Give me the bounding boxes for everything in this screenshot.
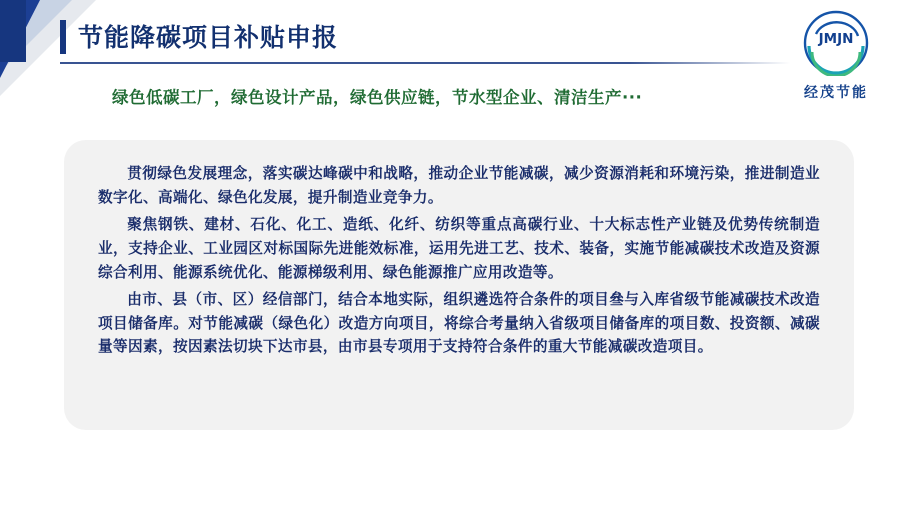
page-title: 节能降碳项目补贴申报: [78, 23, 339, 52]
logo: [781, 10, 891, 102]
title-accent-bar: [60, 20, 66, 54]
svg-text:JMJN: JMJN: [818, 31, 854, 47]
corner-navy-bar: [0, 0, 26, 62]
content-card: [64, 140, 854, 430]
content-card-inner: [64, 140, 854, 373]
header-divider: [60, 62, 790, 64]
paragraph: 聚焦钢铁、建材、石化、化工、造纸、化纤、纺织等重点高碳行业、十大标志性产业链及优势传统制造业，支持企业、工业园区对标国际先进能效标准，运用先进工艺、技术、装备，实施节能减碳技术改造及资源综合利用、能源系统优化、能源梯级利用、绿色能源推广应用改造等。: [98, 216, 820, 281]
corner-navy-triangle: [0, 0, 40, 78]
paragraph: 贯彻绿色发展理念，落实碳达峰碳中和战略，推动企业节能减碳，减少资源消耗和环境污染，推进制造业数字化、高端化、绿色化发展，提升制造业竞争力。: [98, 165, 820, 206]
subtitle: 绿色低碳工厂，绿色设计产品，绿色供应链，节水型企业、清洁生产···: [112, 88, 643, 107]
logo-caption: 经茂节能: [804, 85, 868, 101]
paragraph: 由市、县（市、区）经信部门，结合本地实际，组织遴选符合条件的项目叄与入库省级节能减碳技术改造项目储备库。对节能减碳（绿色化）改造方向项目，将综合考量纳入省级项目储备库的项目数、投资额、减碳量等因素，按因素法切块下达市县，由市县专项用于支持符合条件的重大节能减碳改造项目。: [98, 291, 820, 356]
logo-mark-icon: [803, 10, 869, 76]
